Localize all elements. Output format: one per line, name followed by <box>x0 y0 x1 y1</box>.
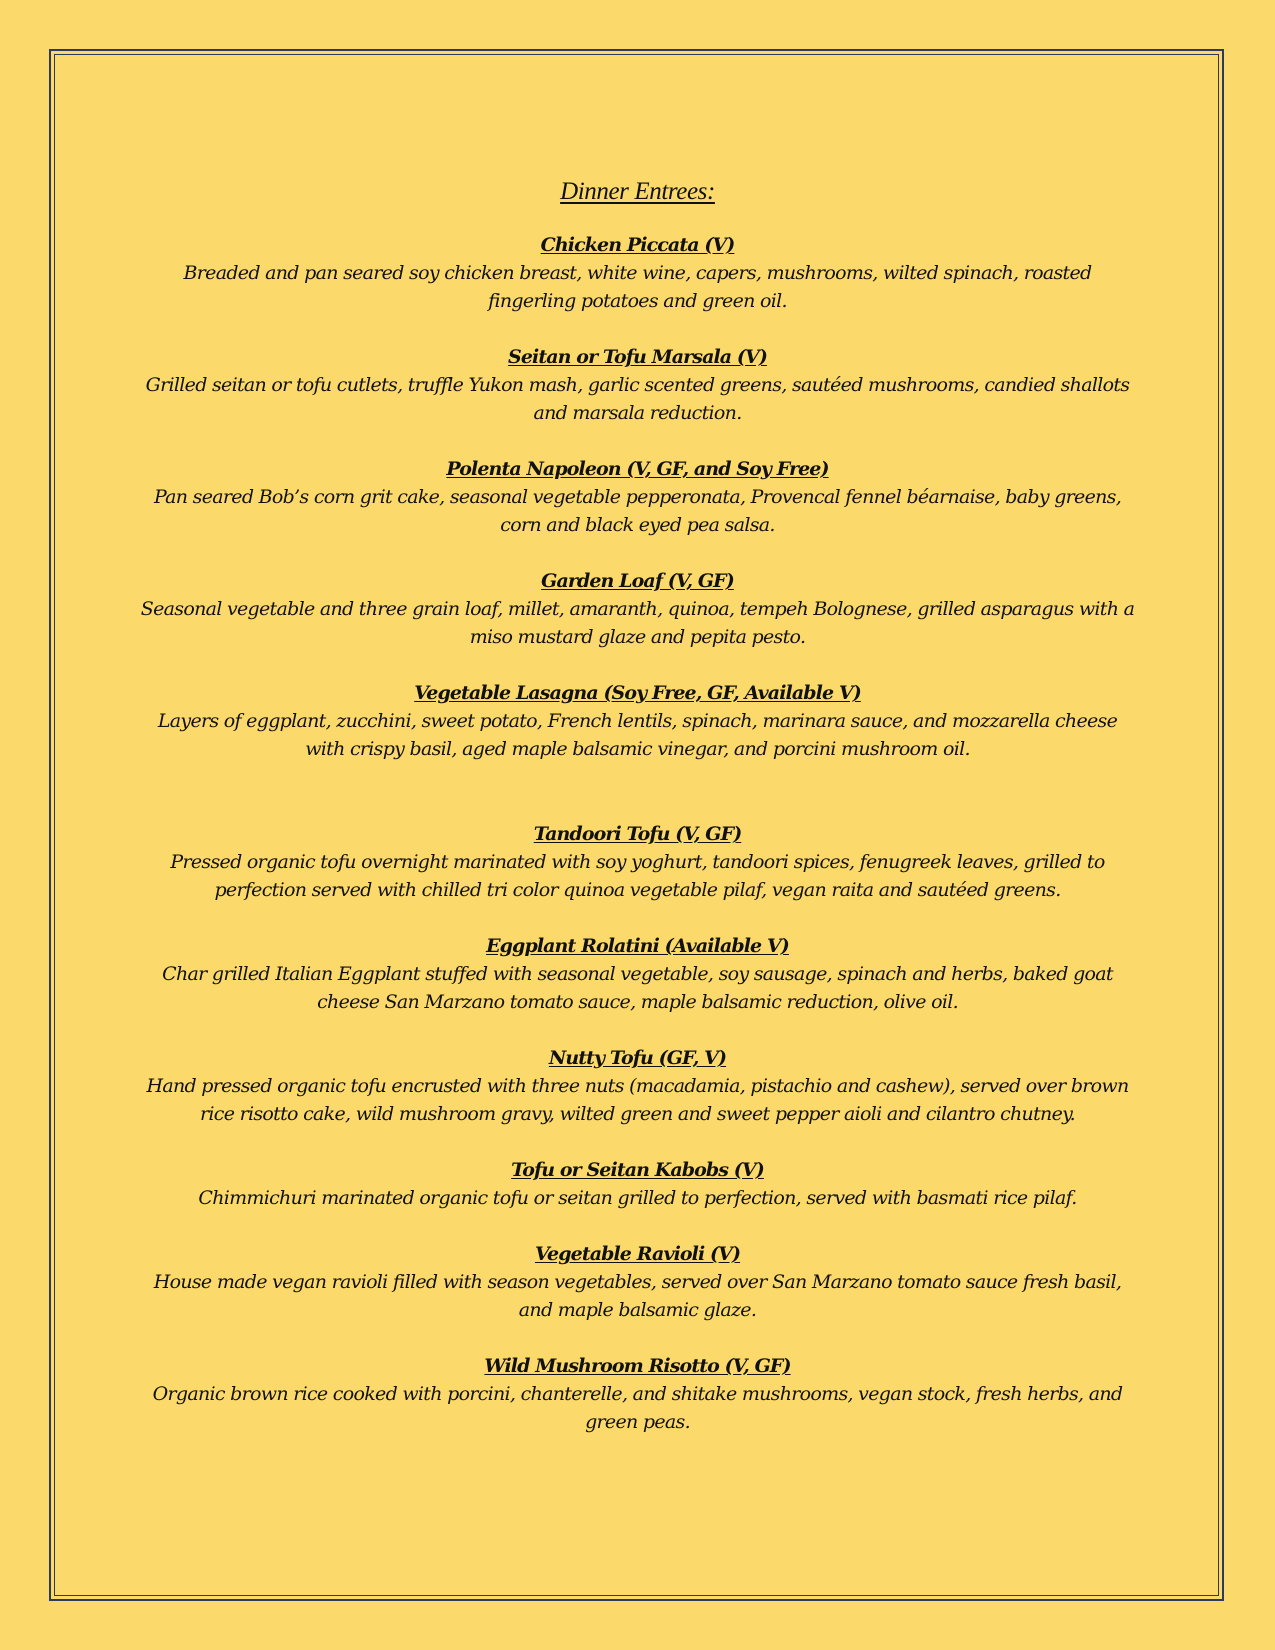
entree-name: Tandoori Tofu (V, GF) <box>533 823 742 845</box>
menu-content <box>130 175 1145 1464</box>
entree-name: Vegetable Ravioli (V) <box>534 1243 741 1265</box>
entree-item <box>130 1156 1145 1212</box>
entree-description: Breaded and pan seared soy chicken breast, white wine, capers, mushrooms, wilted spinach, roasted fingerling potatoes and green oil. <box>183 262 1092 312</box>
entree-name: Polenta Napoleon (V, GF, and Soy Free) <box>446 458 829 480</box>
entree-description: Char grilled Italian Eggplant stuffed with seasonal vegetable, soy sausage, spinach and herbs, baked goat cheese San Marzano tomato sauce, maple balsamic reduction, olive oil. <box>162 963 1113 1013</box>
entree-item <box>130 231 1145 315</box>
entree-item <box>130 1240 1145 1324</box>
entree-description: Seasonal vegetable and three grain loaf, millet, amaranth, quinoa, tempeh Bolognese, grilled asparagus with a miso mustard glaze and pepita pesto. <box>140 598 1135 648</box>
entree-description: Chimmichuri marinated organic tofu or seitan grilled to perfection, served with basmati rice pilaf. <box>198 1187 1077 1209</box>
entree-description: Hand pressed organic tofu encrusted with three nuts (macadamia, pistachio and cashew), served over brown rice risotto cake, wild mushroom gravy, wilted green and sweet pepper aioli and cilantro chutney. <box>146 1075 1129 1125</box>
entree-description: Organic brown rice cooked with porcini, chanterelle, and shitake mushrooms, vegan stock, fresh herbs, and green peas. <box>152 1383 1123 1433</box>
entree-item <box>130 820 1145 904</box>
entree-name: Nutty Tofu (GF, V) <box>548 1047 727 1069</box>
entree-item <box>130 1044 1145 1128</box>
entree-description: Layers of eggplant, zucchini, sweet potato, French lentils, spinach, marinara sauce, and mozzarella cheese with crispy basil, aged maple balsamic vinegar, and porcini mushroom oil. <box>157 710 1118 760</box>
entree-name: Seitan or Tofu Marsala (V) <box>508 346 767 368</box>
entree-item <box>130 679 1145 763</box>
entree-name: Eggplant Rolatini (Available V) <box>486 935 789 957</box>
entree-name: Vegetable Lasagna (Soy Free, GF, Available V) <box>414 682 861 704</box>
entree-name: Tofu or Seitan Kabobs (V) <box>511 1159 764 1181</box>
menu-title: Dinner Entrees: <box>560 178 715 205</box>
entree-item <box>130 932 1145 1016</box>
entree-description: Pan seared Bob’s corn grit cake, seasonal vegetable pepperonata, Provencal fennel béarnaise, baby greens, corn and black eyed pea salsa. <box>153 486 1122 536</box>
entree-description: House made vegan ravioli filled with season vegetables, served over San Marzano tomato sauce fresh basil, and maple balsamic glaze. <box>153 1271 1122 1321</box>
entree-name: Chicken Piccata (V) <box>540 234 735 256</box>
entree-item <box>130 343 1145 427</box>
entree-name: Wild Mushroom Risotto (V, GF) <box>484 1355 791 1377</box>
entree-description: Pressed organic tofu overnight marinated with soy yoghurt, tandoori spices, fenugreek leaves, grilled to perfection served with chilled tri color quinoa vegetable pilaf, vegan raita and sautéed greens. <box>170 851 1105 901</box>
entree-item <box>130 1352 1145 1436</box>
entree-item <box>130 567 1145 651</box>
entree-item <box>130 455 1145 539</box>
entree-description: Grilled seitan or tofu cutlets, truffle Yukon mash, garlic scented greens, sautéed mushrooms, candied shallots and marsala reduction. <box>145 374 1130 424</box>
entree-name: Garden Loaf (V, GF) <box>541 570 734 592</box>
